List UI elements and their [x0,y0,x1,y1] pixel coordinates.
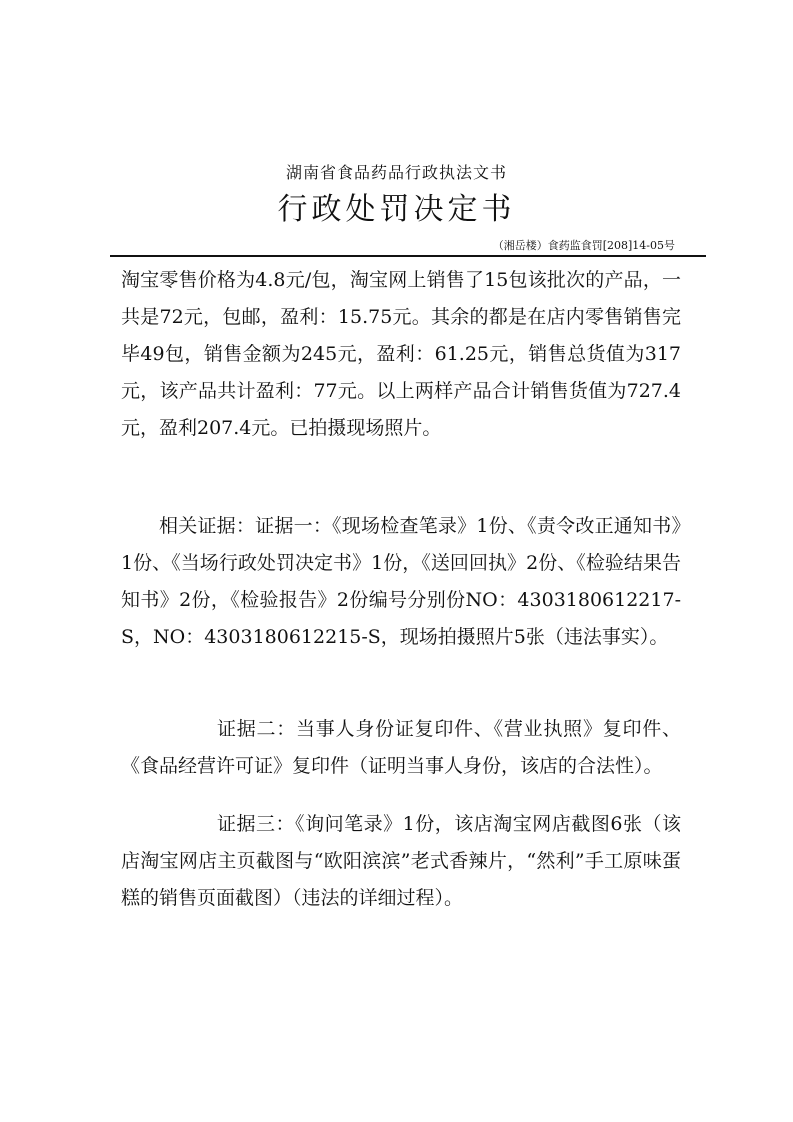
paragraph-evidence-three [121,806,681,917]
paragraph-evidence-two [121,711,681,785]
document-title: 行政处罚决定书 [277,192,516,227]
paragraph-text: 证据三：《询问笔录》1份，该店淘宝网店截图6张（该店淘宝网店主页截图与“欧阳滨滨”老式香辣片，“然利”手工原味蛋糕的销售页面截图）（违法的详细过程）。 [121,813,681,909]
paragraph-evidence-one [121,508,681,656]
paragraph-text: 相关证据：证据一：《现场检查笔录》1份、《责令改正通知书》1份、《当场行政处罚决定书》1份，《送回回执》2份、《检验结果告知书》2份，《检验报告》2份编号分别份NO：4303180612217-S，NO：4303180612215-S，现场拍摄照片5张（违法事实）。 [121,515,681,648]
paragraph-text: 证据二：当事人身份证复印件、《营业执照》复印件、《食品经营许可证》复印件（证明当事人身份，该店的合法性）。 [121,718,681,777]
document-issuer: 湖南省食品药品行政执法文书 [285,163,507,182]
document-number: （湘岳楼）食药监食罚[208]14-05号 [492,239,675,252]
header-divider [110,255,706,257]
paragraph-text: 淘宝零售价格为4.8元/包，淘宝网上销售了15包该批次的产品，一共是72元，包邮，盈利：15.75元。其余的都是在店内零售销售完毕49包，销售金额为245元，盈利：61.25元，销售总货值为317元，该产品共计盈利：77元。以上两样产品合计销售货值为727.4元，盈利207.4元。已拍摄现场照片。 [121,269,681,439]
paragraph-sales-facts [121,262,681,447]
